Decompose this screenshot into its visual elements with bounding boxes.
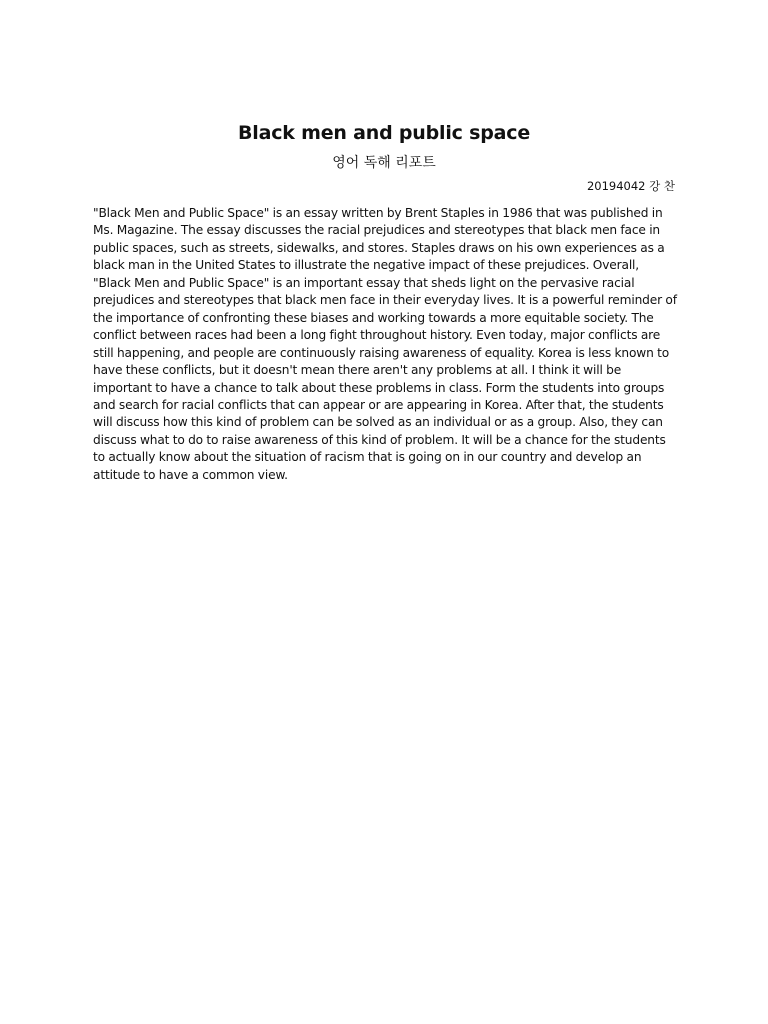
document-title: Black men and public space (237, 122, 531, 144)
body-paragraph: "Black Men and Public Space" is an essay written by Brent Staples in 1986 that was published in Ms. Magazine. The essay discusses the racial prejudices and stereotypes that black men face in public spaces, such as streets, sidewalks, and stores. Staples draws on his own experiences as a black man in the United States to illustrate the negative impact of these prejudices. Overall, "Black Men and Public Space" is an important essay that sheds light on the pervasive racial prejudices and stereotypes that black men face in their everyday lives. It is a powerful reminder of the importance of confronting these biases and working towards a more equitable society. The conflict between races had been a long fight throughout history. Even today, major conflicts are still happening, and people are continuously raising awareness of equality. Korea is less known to have these conflicts, but it doesn't mean there aren't any problems at all. I think it will be important to have a chance to talk about these problems in class. Form the students into groups and search for racial conflicts that can appear or are appearing in Korea. After that, the students will discuss how this kind of problem can be solved as an individual or as a group. Also, they can discuss what to do to raise awareness of this kind of problem. It will be a chance for the students to actually know about the situation of racism that is going on in our country and develop an attitude to have a common view. (93, 206, 677, 482)
document-subtitle: 영어 독해 리포트 (332, 155, 436, 171)
author-line: 20194042 강 찬 (586, 179, 675, 193)
